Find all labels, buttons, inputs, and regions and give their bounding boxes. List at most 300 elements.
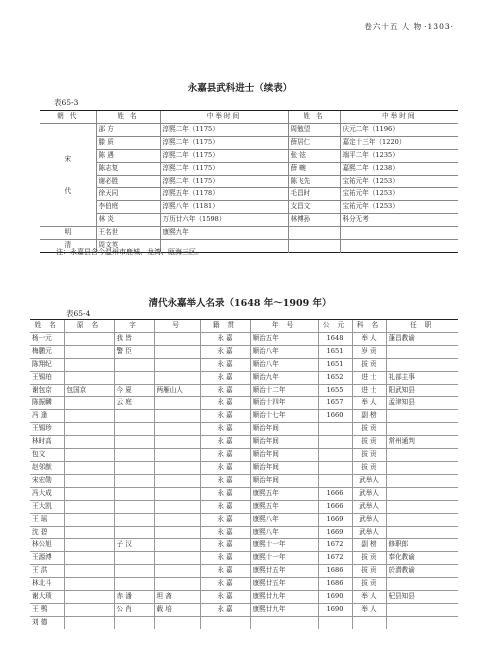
cell-degree: 武举人 xyxy=(352,474,386,487)
cell-name2: 毛昌时 xyxy=(288,188,340,201)
cell-year: 1669 xyxy=(318,526,352,539)
cell-era: 康熙八年 xyxy=(250,526,318,539)
cell-origin: 永 嘉 xyxy=(200,565,250,578)
cell-office: 修职郎 xyxy=(386,539,458,552)
dynasty-char: 代 xyxy=(64,187,72,196)
cell-time2: 宝祐元年（1253） xyxy=(340,188,458,201)
cell-courtesy xyxy=(114,578,154,591)
table-row xyxy=(30,410,458,423)
cell-degree: 拔 贡 xyxy=(352,449,386,462)
cell-origin: 永 嘉 xyxy=(200,513,250,526)
cell-name: 王 洪 xyxy=(30,565,64,578)
section2-label: 表65-4 xyxy=(66,309,91,318)
cell-origin: 永 嘉 xyxy=(200,423,250,436)
table-row xyxy=(30,552,458,565)
cell-office xyxy=(386,449,458,462)
cell-degree: 岁 贡 xyxy=(352,345,386,358)
page-number: ·1303· xyxy=(424,22,454,31)
cell-origin: 永 嘉 xyxy=(200,410,250,423)
cell-origin: 永 嘉 xyxy=(200,345,250,358)
cell-alias xyxy=(154,474,200,487)
cell-degree: 副 榜 xyxy=(352,410,386,423)
cell-original-name xyxy=(64,397,114,410)
table-row xyxy=(40,136,458,149)
cell-original-name xyxy=(64,539,114,552)
cell-original-name xyxy=(64,616,114,628)
header-text: 卷六十五 人 物 xyxy=(364,22,423,31)
cell-time2: 端平二年（1235） xyxy=(340,149,458,162)
cell-era: 顺治年间 xyxy=(250,461,318,474)
cell-origin: 永 嘉 xyxy=(200,603,250,616)
cell-office xyxy=(386,578,458,591)
table-row xyxy=(30,461,458,474)
cell-time2: 宝祐元年（1253） xyxy=(340,175,458,188)
cell-name: 陈志复 xyxy=(96,162,160,175)
cell-office xyxy=(386,616,458,628)
table-row xyxy=(30,449,458,462)
cell-alias: 坦 斋 xyxy=(154,591,200,604)
cell-alias xyxy=(154,565,200,578)
cell-year: 1669 xyxy=(318,513,352,526)
cell-courtesy xyxy=(114,371,154,384)
cell-origin: 永 嘉 xyxy=(200,332,250,345)
cell-alias xyxy=(154,539,200,552)
cell-original-name xyxy=(64,513,114,526)
cell-office xyxy=(386,500,458,513)
cell-name: 冯 逢 xyxy=(30,410,64,423)
cell-original-name xyxy=(64,487,114,500)
table-row xyxy=(40,201,458,214)
cell-office: 奉化教谕 xyxy=(386,552,458,565)
col-dynasty: 朝 代 xyxy=(40,111,96,124)
col-alias: 号 xyxy=(154,320,200,333)
cell-alias xyxy=(154,423,200,436)
table-row xyxy=(30,565,458,578)
table-row xyxy=(30,397,458,410)
cell-dynasty: 明 xyxy=(40,227,96,240)
cell-era: 顺治十二年 xyxy=(250,384,318,397)
cell-courtesy: 赤 潘 xyxy=(114,591,154,604)
cell-courtesy xyxy=(114,500,154,513)
cell-office xyxy=(386,345,458,358)
cell-time2: 庆元二年（1196） xyxy=(340,123,458,136)
cell-time: 淳熙二年（1175） xyxy=(160,149,288,162)
cell-courtesy xyxy=(114,565,154,578)
cell-alias xyxy=(154,449,200,462)
cell-alias xyxy=(154,436,200,449)
table-row xyxy=(30,539,458,552)
cell-office: 於潜教谕 xyxy=(386,565,458,578)
cell-era: 顺治五年 xyxy=(250,332,318,345)
cell-year: 1666 xyxy=(318,487,352,500)
cell-office: 杞县知县 xyxy=(386,591,458,604)
table-row xyxy=(30,526,458,539)
cell-year: 1652 xyxy=(318,371,352,384)
cell-name2: 薛 畹 xyxy=(288,162,340,175)
table-row xyxy=(30,358,458,371)
cell-year: 1657 xyxy=(318,397,352,410)
cell-origin xyxy=(200,616,250,628)
cell-year: 1690 xyxy=(318,591,352,604)
cell-courtesy: 子 汉 xyxy=(114,539,154,552)
cell-era: 顺治八年 xyxy=(250,358,318,371)
cell-year: 1672 xyxy=(318,539,352,552)
cell-name: 李伯庭 xyxy=(96,201,160,214)
cell-name: 沈 碧 xyxy=(30,526,64,539)
table-row xyxy=(40,123,458,136)
cell-origin: 永 嘉 xyxy=(200,552,250,565)
cell-time: 淳熙二年（1175） xyxy=(160,162,288,175)
cell-office: 蓬昌教谕 xyxy=(386,332,458,345)
cell-original-name xyxy=(64,423,114,436)
cell-courtesy xyxy=(114,526,154,539)
cell-name: 王源溥 xyxy=(30,552,64,565)
cell-alias xyxy=(154,461,200,474)
cell-office: 阳武知县 xyxy=(386,384,458,397)
cell-courtesy xyxy=(114,616,154,628)
cell-original-name xyxy=(64,461,114,474)
cell-time2: 嘉定十三年（1220） xyxy=(340,136,458,149)
table-row xyxy=(30,345,458,358)
table-row xyxy=(30,423,458,436)
cell-year: 1666 xyxy=(318,500,352,513)
cell-name: 王锡珍 xyxy=(30,423,64,436)
cell-era: 顺治年间 xyxy=(250,474,318,487)
cell-era: 顺治九年 xyxy=(250,371,318,384)
cell-time: 淳熙八年（1181） xyxy=(160,201,288,214)
cell-original-name xyxy=(64,474,114,487)
cell-name: 林公旭 xyxy=(30,539,64,552)
table-row xyxy=(30,578,458,591)
cell-original-name xyxy=(64,449,114,462)
cell-time2: 宝祐元年（1253） xyxy=(340,201,458,214)
cell-origin: 永 嘉 xyxy=(200,449,250,462)
cell-name: 王名世 xyxy=(96,227,160,240)
cell-original-name xyxy=(64,552,114,565)
cell-office: 礼部主事 xyxy=(386,371,458,384)
cell-origin: 永 嘉 xyxy=(200,578,250,591)
cell-name: 梅鹏元 xyxy=(30,345,64,358)
page-header xyxy=(364,21,454,32)
cell-era: 康熙廿五年 xyxy=(250,578,318,591)
cell-name2: 陈飞先 xyxy=(288,175,340,188)
cell-time: 淳熙二年（1175） xyxy=(160,175,288,188)
cell-name: 滕 质 xyxy=(96,136,160,149)
section2-title: 清代永嘉举人名录（1648 年～1909 年） xyxy=(148,298,332,309)
cell-original-name xyxy=(64,345,114,358)
cell-name2: 周勉望 xyxy=(288,123,340,136)
cell-year xyxy=(318,423,352,436)
table-row xyxy=(30,384,458,397)
cell-courtesy xyxy=(114,487,154,500)
cell-year xyxy=(318,616,352,628)
cell-era: 顺治八年 xyxy=(250,345,318,358)
cell-name: 徐天同 xyxy=(96,188,160,201)
cell-office xyxy=(386,513,458,526)
cell-era: 顺治年间 xyxy=(250,436,318,449)
cell-degree: 拔 贡 xyxy=(352,461,386,474)
cell-courtesy: 云 庭 xyxy=(114,397,154,410)
dynasty-char: 宋 xyxy=(64,155,72,164)
cell-era xyxy=(250,616,318,628)
cell-courtesy: 今 夏 xyxy=(114,384,154,397)
cell-original-name xyxy=(64,591,114,604)
cell-degree: 拔 贡 xyxy=(352,578,386,591)
cell-degree: 举 人 xyxy=(352,332,386,345)
cell-degree: 拔 贡 xyxy=(352,358,386,371)
col-name2: 姓 名 xyxy=(288,111,340,124)
col-name: 姓 名 xyxy=(30,320,64,333)
cell-origin: 永 嘉 xyxy=(200,526,250,539)
section2-table xyxy=(30,319,458,629)
cell-alias xyxy=(154,500,200,513)
cell-courtesy xyxy=(114,410,154,423)
section1-label: 表65-3 xyxy=(54,98,79,107)
cell-name: 林 炎 xyxy=(96,214,160,227)
table-row xyxy=(30,603,458,616)
cell-time2: 科分无考 xyxy=(340,214,458,227)
cell-name: 谢大琐 xyxy=(30,591,64,604)
cell-origin: 永 嘉 xyxy=(200,371,250,384)
cell-year: 1686 xyxy=(318,565,352,578)
cell-office xyxy=(386,423,458,436)
col-degree: 科 名 xyxy=(352,320,386,333)
cell-alias xyxy=(154,513,200,526)
cell-degree: 武举人 xyxy=(352,500,386,513)
cell-name: 冯大成 xyxy=(30,487,64,500)
cell-year xyxy=(318,474,352,487)
cell-office xyxy=(386,487,458,500)
cell-degree: 拔 贡 xyxy=(352,436,386,449)
cell-era: 顺治十七年 xyxy=(250,410,318,423)
col-time: 中举时间 xyxy=(160,111,288,124)
cell-year: 1648 xyxy=(318,332,352,345)
cell-name: 王大凯 xyxy=(30,500,64,513)
col-era: 年 号 xyxy=(250,320,318,333)
cell-office: 孟津知县 xyxy=(386,397,458,410)
cell-courtesy xyxy=(114,461,154,474)
cell-degree: 进 士 xyxy=(352,384,386,397)
col-original-name: 原 名 xyxy=(64,320,114,333)
cell-name: 宋宏勋 xyxy=(30,474,64,487)
cell-origin: 永 嘉 xyxy=(200,500,250,513)
cell-degree: 举 人 xyxy=(352,397,386,410)
cell-year xyxy=(318,449,352,462)
cell-era: 顺治年间 xyxy=(250,423,318,436)
cell-alias xyxy=(154,487,200,500)
table-row xyxy=(40,149,458,162)
cell-original-name: 包国京 xyxy=(64,384,114,397)
col-time2: 中举时间 xyxy=(340,111,458,124)
col-origin: 籍 贯 xyxy=(200,320,250,333)
table-row xyxy=(40,227,458,240)
cell-office xyxy=(386,358,458,371)
cell-alias xyxy=(154,578,200,591)
col-courtesy: 字 xyxy=(114,320,154,333)
cell-name: 邵 方 xyxy=(96,123,160,136)
cell-degree: 进 士 xyxy=(352,371,386,384)
cell-name: 王 鹗 xyxy=(30,603,64,616)
table-row xyxy=(30,474,458,487)
section1-table xyxy=(40,110,458,253)
cell-original-name xyxy=(64,332,114,345)
cell-alias xyxy=(154,332,200,345)
cell-degree: 举 人 xyxy=(352,591,386,604)
cell-name: 陈翔纪 xyxy=(30,358,64,371)
cell-name2: 支昌文 xyxy=(288,201,340,214)
cell-alias xyxy=(154,358,200,371)
cell-alias xyxy=(154,397,200,410)
cell-era: 康熙十一年 xyxy=(250,552,318,565)
cell-origin: 永 嘉 xyxy=(200,487,250,500)
cell-degree: 武举人 xyxy=(352,513,386,526)
cell-time: 万历廿六年（1598） xyxy=(160,214,288,227)
table-row xyxy=(30,513,458,526)
cell-courtesy xyxy=(114,423,154,436)
cell-original-name xyxy=(64,371,114,384)
table-row xyxy=(30,487,458,500)
cell-name2: 薛居仁 xyxy=(288,136,340,149)
cell-courtesy xyxy=(114,436,154,449)
table-row xyxy=(40,214,458,227)
cell-origin: 永 嘉 xyxy=(200,539,250,552)
cell-name: 王 瑶 xyxy=(30,513,64,526)
cell-era: 康熙廿五年 xyxy=(250,565,318,578)
cell-alias xyxy=(154,526,200,539)
cell-year: 1660 xyxy=(318,410,352,423)
cell-dynasty: 清 xyxy=(40,240,96,253)
cell-year xyxy=(318,436,352,449)
table-header-row xyxy=(30,320,458,333)
cell-degree: 武举人 xyxy=(352,487,386,500)
table-row xyxy=(40,188,458,201)
cell-office xyxy=(386,603,458,616)
table-row xyxy=(30,332,458,345)
cell-alias xyxy=(154,410,200,423)
cell-name: 杨一元 xyxy=(30,332,64,345)
cell-name: 陈 遇 xyxy=(96,149,160,162)
table-row xyxy=(40,175,458,188)
cell-degree: 拔 贡 xyxy=(352,552,386,565)
section1-note: 注：永嘉县含今温州市鹿城、龙湾、瓯海三区。 xyxy=(56,248,203,256)
cell-year: 1686 xyxy=(318,578,352,591)
table-row xyxy=(40,162,458,175)
cell-degree: 拔 贡 xyxy=(352,565,386,578)
cell-courtesy xyxy=(114,449,154,462)
table-header-row xyxy=(40,111,458,124)
cell-courtesy xyxy=(114,513,154,526)
cell-original-name xyxy=(64,436,114,449)
cell-origin: 永 嘉 xyxy=(200,384,250,397)
cell-name2: 林傅孙 xyxy=(288,214,340,227)
cell-alias xyxy=(154,371,200,384)
cell-original-name xyxy=(64,358,114,371)
cell-year: 1672 xyxy=(318,552,352,565)
cell-courtesy: 公 肖 xyxy=(114,603,154,616)
cell-original-name xyxy=(64,500,114,513)
cell-origin: 永 嘉 xyxy=(200,397,250,410)
cell-era: 康熙廿九年 xyxy=(250,591,318,604)
cell-office xyxy=(386,461,458,474)
cell-time: 淳熙二年（1175） xyxy=(160,136,288,149)
cell-era: 康熙八年 xyxy=(250,513,318,526)
cell-original-name xyxy=(64,565,114,578)
cell-office xyxy=(386,410,458,423)
cell-alias xyxy=(154,345,200,358)
cell-name: 谢必胜 xyxy=(96,175,160,188)
section2-table-body xyxy=(30,332,458,628)
cell-name: 周文英 xyxy=(96,240,160,253)
cell-era: 顺治年间 xyxy=(250,449,318,462)
cell-office: 常州通判 xyxy=(386,436,458,449)
cell-original-name xyxy=(64,410,114,423)
cell-time: 康熙九年 xyxy=(160,227,288,240)
cell-origin: 永 嘉 xyxy=(200,474,250,487)
cell-name: 王锡珀 xyxy=(30,371,64,384)
cell-degree xyxy=(352,616,386,628)
cell-original-name xyxy=(64,578,114,591)
cell-era: 顺治十四年 xyxy=(250,397,318,410)
cell-origin: 永 嘉 xyxy=(200,591,250,604)
cell-year: 1651 xyxy=(318,358,352,371)
cell-courtesy xyxy=(114,552,154,565)
cell-origin: 永 嘉 xyxy=(200,358,250,371)
cell-courtesy: 警 臣 xyxy=(114,345,154,358)
cell-degree: 拔 贡 xyxy=(352,423,386,436)
cell-era: 康熙五年 xyxy=(250,500,318,513)
cell-name: 赵邻猷 xyxy=(30,461,64,474)
cell-time: 淳熙五年（1178） xyxy=(160,188,288,201)
cell-office xyxy=(386,526,458,539)
cell-alias: 载 培 xyxy=(154,603,200,616)
cell-original-name xyxy=(64,526,114,539)
table-row xyxy=(30,371,458,384)
cell-year: 1651 xyxy=(318,345,352,358)
cell-origin: 永 嘉 xyxy=(200,436,250,449)
cell-era: 康熙十一年 xyxy=(250,539,318,552)
cell-era: 康熙廿九年 xyxy=(250,603,318,616)
cell-year: 1655 xyxy=(318,384,352,397)
cell-degree: 副 榜 xyxy=(352,539,386,552)
cell-original-name xyxy=(64,603,114,616)
cell-office xyxy=(386,474,458,487)
cell-name: 林北斗 xyxy=(30,578,64,591)
table-row xyxy=(30,500,458,513)
cell-name: 谢包京 xyxy=(30,384,64,397)
cell-degree: 举 人 xyxy=(352,603,386,616)
cell-name: 林时高 xyxy=(30,436,64,449)
section1-title: 永嘉县武科进士（续表） xyxy=(187,83,293,94)
cell-year xyxy=(318,461,352,474)
table-row xyxy=(30,591,458,604)
cell-name2: 张 铉 xyxy=(288,149,340,162)
cell-degree: 武举人 xyxy=(352,526,386,539)
cell-era: 康熙五年 xyxy=(250,487,318,500)
cell-courtesy xyxy=(114,474,154,487)
col-office: 任 职 xyxy=(386,320,458,333)
cell-year: 1690 xyxy=(318,603,352,616)
cell-courtesy: 我 皆 xyxy=(114,332,154,345)
cell-alias xyxy=(154,616,200,628)
cell-courtesy xyxy=(114,358,154,371)
dynasty-cell xyxy=(40,123,96,226)
cell-name: 刘 德 xyxy=(30,616,64,628)
cell-time: 淳熙二年（1175） xyxy=(160,123,288,136)
cell-alias xyxy=(154,552,200,565)
cell-name: 陈振麟 xyxy=(30,397,64,410)
col-year: 公 元 xyxy=(318,320,352,333)
cell-origin: 永 嘉 xyxy=(200,461,250,474)
